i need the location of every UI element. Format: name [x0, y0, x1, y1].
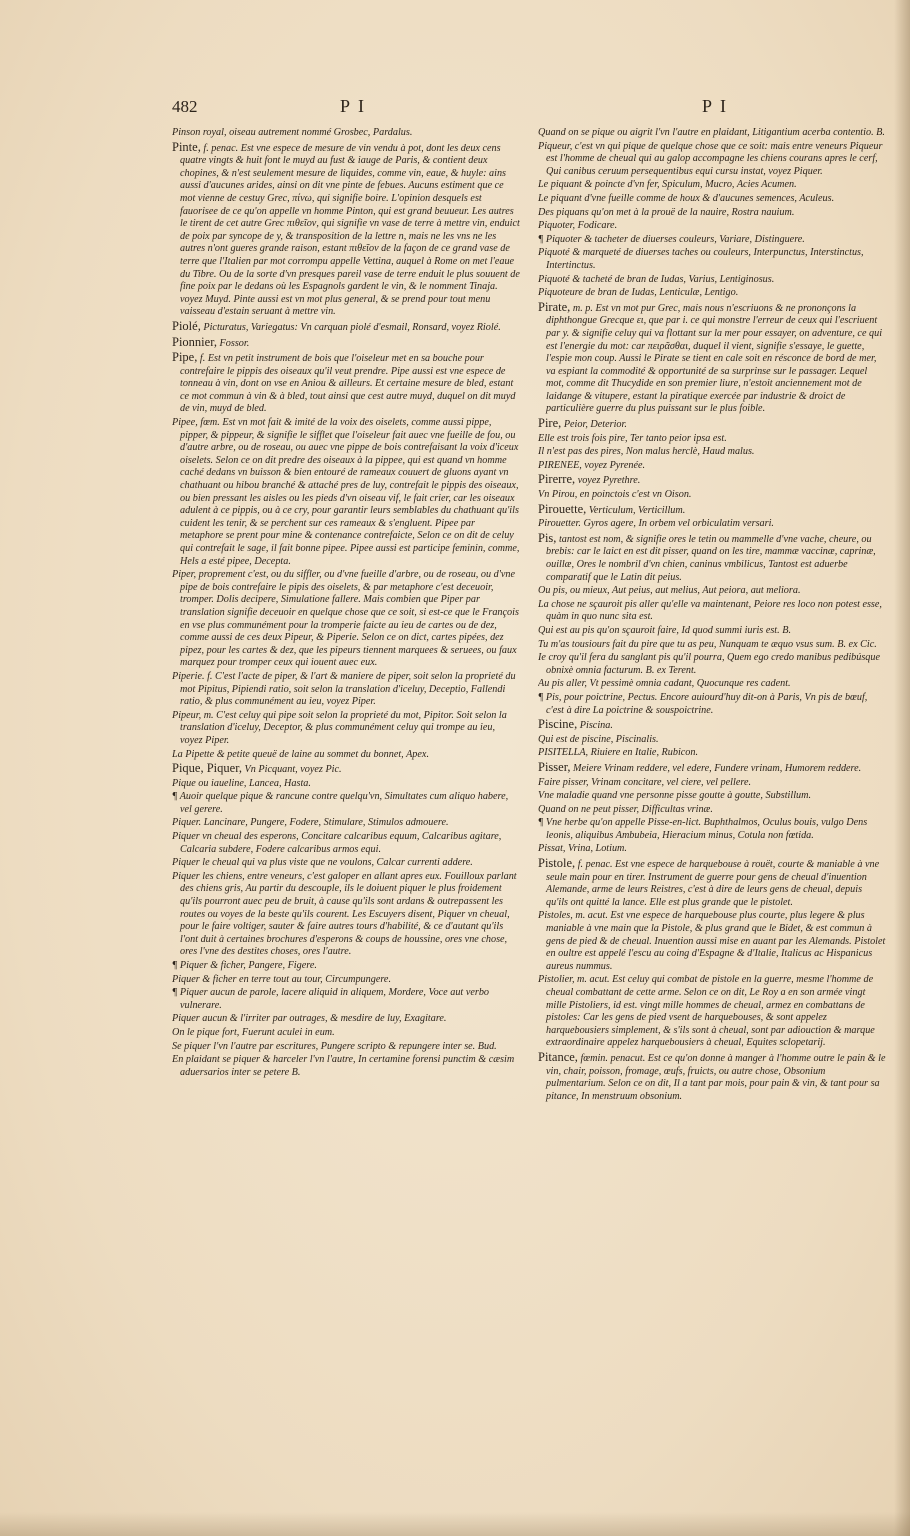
entry-text: ¶ Vne herbe qu'on appelle Pisse-en-lict. Buphthalmos, Oculus bouis, vulgo Dens leonis, aliquibus Ambubeia, Hieracium minus, Cotula non fœtida. [538, 817, 868, 841]
entry-text: Vne maladie quand vne personne pisse goutte à goutte, Substillum. [538, 790, 812, 802]
entry-text: Qui est de piscine, Piscinalis. [538, 733, 659, 745]
entry-headword: Piscine, [538, 717, 578, 732]
dictionary-entry [538, 220, 886, 233]
dictionary-entry [538, 473, 886, 488]
dictionary-entry [172, 417, 520, 568]
running-head-left: PI [340, 96, 373, 116]
dictionary-entry [172, 817, 520, 830]
entry-text: Piperie. f. C'est l'acte de piper, & l'art & maniere de piper, soit selon la proprieté du mot Pipitus, Pipiendi ratio, soit selon la translation d'iceluy, Deceptio, Fallendi ratio, & plus communément au ieu, voyez Piper. [172, 670, 516, 708]
dictionary-entry [172, 871, 520, 959]
entry-text: f. Est vn petit instrument de bois que l'oiseleur met en sa bouche pour contrefaire le pippis des oiseaux qu'il veut prendre. Pipe aussi est vne espece de tonneau à vin, dont on vse en Aniou & ailleurs. Et certaine mesure de bled, estant ce mot commun à vin & à bled, tout ainsi que cest autre muyd, duquel on dit muyd de vin, muyd de bled. [180, 353, 516, 415]
dictionary-entry [172, 749, 520, 762]
entry-text: Faire pisser, Vrinam concitare, vel ciere, vel pellere. [538, 776, 752, 788]
left-column [172, 127, 520, 1355]
entry-text: Le piquant d'vne fueille comme de houx & d'aucunes semences, Aculeus. [538, 192, 835, 204]
page-bottom-shadow [0, 1512, 910, 1536]
entry-text: Piqueur, c'est vn qui pique de quelque chose que ce soit: mais entre veneurs Piqueur est l'homme de cheual qui au galop accompagne les chiens courans apres le cerf, Qui canibus ceruum persequentibus equi cursu instat, voyez Piquer. [538, 140, 883, 177]
dictionary-entry [538, 446, 886, 459]
entry-text: voyez Pyrethre. [577, 475, 641, 487]
dictionary-entry [172, 762, 520, 777]
dictionary-entry [538, 761, 886, 776]
entry-text: En plaidant se piquer & harceler l'vn l'autre, In certamine forensi punctim & cæsim aduersarios inter se petere B. [172, 1054, 515, 1078]
right-column [538, 127, 886, 1387]
dictionary-entry [538, 639, 886, 652]
dictionary-entry [538, 777, 886, 790]
dictionary-entry [538, 234, 886, 247]
entry-text: Des piquans qu'on met à la prouë de la nauire, Rostra nauium. [538, 206, 795, 218]
entry-text: Piquer & ficher en terre tout au tour, Circumpungere. [172, 973, 391, 985]
entry-text: Piscina. [579, 720, 613, 732]
dictionary-entry [538, 301, 886, 416]
entry-text: Piquoteure de bran de Iudas, Lenticulæ, Lentigo. [538, 287, 739, 299]
entry-text: Vn Pirou, en poinctois c'est vn Oison. [538, 489, 692, 501]
entry-headword: Piolé, [172, 318, 201, 333]
dictionary-entry [538, 287, 886, 300]
page-number: 482 [172, 97, 198, 116]
entry-headword: Pirate, [538, 299, 571, 314]
entry-text: Il n'est pas des pires, Non malus herclè, Haud malus. [538, 446, 755, 458]
dictionary-entry [538, 532, 886, 584]
dictionary-entry [538, 417, 886, 432]
dictionary-entry [538, 734, 886, 747]
dictionary-entry [538, 678, 886, 691]
dictionary-entry [538, 518, 886, 531]
entry-text: Picturatus, Variegatus: Vn carquan piolé d'esmail, Ronsard, voyez Riolé. [203, 321, 501, 333]
entry-text: Vn Picquant, voyez Pic. [244, 764, 342, 776]
dictionary-entry [538, 207, 886, 220]
dictionary-entry [172, 960, 520, 973]
dictionary-entry [538, 599, 886, 624]
entry-text: Pistolier, m. acut. Est celuy qui combat de pistole en la guerre, mesme l'homme de cheual combattant de cette arme. Selon ce on dit, Le Roy a en son armée vingt mille Pistoliers, id est. vingt mille hommes de cheual, armez en combattans de pistoles: Car les gens de pied vsent de harquebouses, & sont appelez harquebousiers simplement, & s'ils sont à cheual, sont par adiouction & marque extraordinaire appelez harquebousiers à cheual, Equites sclopetarij. [538, 974, 875, 1049]
entry-text: Piquoté & marqueté de diuerses taches ou couleurs, Interpunctus, Interstinctus, Intertinctus. [538, 247, 864, 271]
entry-text: Se piquer l'vn l'autre par escritures, Pungere scripto & repungere inter se. Bud. [172, 1040, 497, 1052]
entry-text: Piquer le cheual qui va plus viste que ne voulons, Calcar currenti addere. [172, 857, 473, 869]
entry-headword: Pitance, [538, 1049, 578, 1064]
entry-text: Pissat, Vrina, Lotium. [538, 843, 627, 855]
entry-text: Pique ou iaueline, Lancea, Hasta. [172, 777, 311, 789]
entry-text: Fossor. [219, 337, 250, 349]
page-header [172, 97, 742, 127]
entry-text: ¶ Piquoter & tacheter de diuerses couleurs, Variare, Distinguere. [538, 233, 805, 245]
dictionary-entry [538, 127, 886, 140]
dictionary-entry [538, 790, 886, 803]
dictionary-entry [172, 710, 520, 748]
entry-text: Ie croy qu'il fera du sanglant pis qu'il pourra, Quem ego credo manibus pedibúsque obnixè omnia facturum. B. ex Terent. [538, 652, 881, 676]
dictionary-entry [172, 1041, 520, 1054]
dictionary-entry [172, 351, 520, 416]
entry-text: Pinson royal, oiseau autrement nommé Grosbec, Pardalus. [172, 127, 413, 138]
dictionary-entry [538, 652, 886, 677]
dictionary-entry [172, 320, 520, 335]
entry-headword: Pistole, [538, 856, 576, 871]
entry-text: La Pipette & petite queuë de laine au sommet du bonnet, Apex. [172, 748, 429, 760]
dictionary-entry [538, 274, 886, 287]
entry-text: Ou pis, ou mieux, Aut peius, aut melius, Aut peiora, aut meliora. [538, 585, 801, 597]
entry-text: Piper, proprement c'est, ou du siffler, ou d'vne fueille d'arbre, ou de roseau, ou d'vne pipe de bois contrefaire le pipis des oiselets, & par metaphore c'est deceuoir, tromper. Dolis decipere, Simulatione fallere. Mais combien que Piper par translation signifie deceuoir en quelque chose que ce soit, si est-ce que le François en vse plus communément pour la tromperie faicte au ieu de cartes ou de dez, comme aussi de ces deux Pipeur, & Piperie. Selon ce on dict, cartes pipées, dez pipez, pour les cartes & dez, que les pipeurs tiennent marquees & seruees, ou faux marquez pour tromper ceux qui iouent auec eux. [172, 569, 519, 669]
dictionary-entry [538, 179, 886, 192]
dictionary-entry [538, 247, 886, 272]
dictionary-entry [538, 974, 886, 1050]
entry-headword: Pinte, [172, 139, 201, 154]
entry-text: Piquer. Lancinare, Pungere, Fodere, Stimulare, Stimulos admouere. [172, 817, 449, 829]
entry-text: Elle est trois fois pire, Ter tanto peior ipsa est. [538, 432, 727, 444]
dictionary-entry [538, 817, 886, 842]
entry-text: On le pique fort, Fuerunt aculei in eum. [172, 1026, 335, 1038]
entry-headword: Pirerre, [538, 472, 576, 487]
dictionary-entry [172, 987, 520, 1012]
dictionary-entry [172, 791, 520, 816]
entry-text: Au pis aller, Vt pessimè omnia cadant, Quocunque res cadent. [538, 678, 791, 690]
entry-headword: Pirouette, [538, 501, 587, 516]
entry-text: Piquer aucun & l'irriter par outrages, & mesdire de luy, Exagitare. [172, 1013, 447, 1025]
entry-text: f. penac. Est vne espece de harquebouse à rouët, courte & maniable à vne seule main pour en tirer. Instrument de guerre pour gens de cheual d'inuention Alemande, arme de leurs Reistres, c'est à dire de leurs gens de cheual, depuis qu'ils ont quitté la lance. Elle est plus grande que le pistolet. [546, 859, 880, 908]
entry-text: tantost est nom, & signifie ores le tetin ou mammelle d'vne vache, cheure, ou brebis: car le laict en est dit pisser, quand on les tire, mammæ vaccinæ, caprinæ, ouillæ, Ores le nombril d'vn chien, caninus vmbilicus, Tantost est aduerbe comparatif que le Latin dit peius. [546, 533, 876, 583]
dictionary-entry [538, 1051, 886, 1103]
dictionary-entry [538, 910, 886, 973]
dictionary-entry [172, 671, 520, 709]
entry-text: Qui est au pis qu'on sçauroit faire, Id quod summi iuris est. B. [538, 624, 791, 636]
dictionary-entry [538, 433, 886, 446]
dictionary-entry [538, 585, 886, 598]
entry-text: Verticulum, Verticillum. [588, 504, 686, 516]
entry-text: m. p. Est vn mot pur Grec, mais nous n'escriuons & ne prononçons la diphthongue Grecque ει, que par i. ce qui monstre l'erreur de ceux qui l'escriuent par y. & signifie celuy qui va flottant sur la mer pour essayer, on adventure, ce qui est l'energie du mot: car πειρᾶσθαι, duquel il vient, signifie s'essaye, le guette, l'espie mon coup. Aussi le Pirate se tient en cale soit en résconce de bord de mer, va espiant la commodité & opportunité de sa surprinse sur le passager. Lequel mot, comme dit Thucydide en son premier liure, n'estoit anciennement mot de laidange & vitupere, estant la piratique exercée par industrie & droict de particulière guerre du plus puissant sur le plus foible. [546, 302, 883, 415]
entry-headword: Pique, Piquer, [172, 761, 242, 776]
dictionary-entry [172, 857, 520, 870]
dictionary-entry [172, 778, 520, 791]
dictionary-entry [172, 1054, 520, 1079]
entry-text: PIRENEE, voyez Pyrenée. [538, 459, 646, 471]
dictionary-entry [538, 460, 886, 473]
entry-text: PISITELLA, Riuiere en Italie, Rubicon. [538, 747, 699, 759]
dictionary-entry [538, 718, 886, 733]
dictionary-entry [538, 503, 886, 518]
dictionary-entry [538, 747, 886, 760]
entry-text: Peior, Deterior. [563, 419, 627, 431]
entry-text: Pipee, fœm. Est vn mot fait & imité de la voix des oiselets, comme aussi pippe, pipper, & pippeur, & signifie le sifflet que l'oiseleur fait auec vne fueille de fou, ou d'autre arbre, ou de roseau, ou auec vne pippe de bois contrefaisant la voix d'iceux oiselets. Selon ce on dit predre des oiseaux à la pippee, qui est quand vn homme caché dedans vn buisson & bien entouré de rameaux couuert de gluons ayant vn chathuant ou hibou branché & attaché pres de luy, contrefait le pippis des oiseaux, ou bien pressant les aisles ou les pieds d'vn oiseau vif, le fait crier, car les oiseaux adulent à ce pippis, ou à ce cry, pour garantir leurs semblables du chathuant qu'ils cuident les tenir, & se perchent sur ces rameaux & s'engluent. Pipee par metaphore se prent pour mine & contenance contrefaicte, Selon ce on dit de celuy qui contrefait le sage, il fait bonne pipee. Pipee aussi est participe feminin, comme, Hels a esté pipee, Decepta. [172, 417, 520, 567]
entry-text: Pipeur, m. C'est celuy qui pipe soit selon la proprieté du mot, Pipitor. Soit selon la translation d'iceluy, Deceptor, & plus communément celuy qui trompe au ieu, voyez Piper. [172, 709, 507, 746]
entry-text: Quand on ne peut pisser, Difficultas vrinæ. [538, 803, 713, 815]
entry-text: Piquoter, Fodicare. [538, 220, 618, 232]
dictionary-entry [538, 804, 886, 817]
entry-text: Piquoté & tacheté de bran de Iudas, Varius, Lentiginosus. [538, 273, 775, 285]
dictionary-entry [172, 974, 520, 987]
entry-text: Piquer les chiens, entre veneurs, c'est galoper en allant apres eux. Fouilloux parlant des chiens gris, Au partir du descouple, ils le doiuent piquer le plus froidement qu'ils pourront auec peu de bruit, à cause qu'ils sont ardans & outrepassent les routes ou voyes de la beste qu'ils courent. Les Escuyers disent, Piquer vn cheual, pour le faire voltiger, sauter & faire autres tours d'habilité, & ce d'autant qu'ils l'ont duit à certaines brochures d'esperons & coups de houssine, ores vne chose, ores l'vne des destites choses, ores l'autre. [172, 870, 517, 958]
dictionary-entry [538, 692, 886, 717]
entry-text: Pirouetter. Gyros agere, In orbem vel orbiculatim versari. [538, 518, 774, 530]
dictionary-entry [538, 857, 886, 909]
entry-text: fœmin. penacut. Est ce qu'on donne à manger à l'homme outre le pain & le vin, chair, poisson, fromage, œufs, fruicts, ou autre chose, Obsonium pulmentarium. Selon ce on dit, Il a tant par mois, pour pain & vin, & tant pour sa pitance, In menstruum obsonium. [546, 1052, 886, 1102]
entry-headword: Pionnier, [172, 334, 217, 349]
entry-headword: Pipe, [172, 350, 198, 365]
dictionary-entry [172, 336, 520, 351]
dictionary-entry [172, 1027, 520, 1040]
entry-text: ¶ Pis, pour poictrine, Pectus. Encore auiourd'huy dit-on à Paris, Vn pis de bœuf, c'est à dire La poictrine & souspoictrine. [538, 691, 868, 716]
entry-text: ¶ Auoir quelque pique & rancune contre quelqu'vn, Simultates cum aliquo habere, vel gerere. [172, 791, 509, 815]
entry-text: Tu m'as tousiours fait du pire que tu as peu, Nunquam te æquo vsus sum. B. ex Cic. [538, 638, 877, 650]
dictionary-entry [172, 1013, 520, 1026]
entry-headword: Pire, [538, 416, 562, 431]
entry-text: f. penac. Est vne espece de mesure de vin vendu à pot, dont les deux cens quatre vingts & huit font le muyd au fust & iauge de Paris, & contient deux chopines, & n'est seulement mesure de liquides, comme vin, eaue, & huyle: ains aussi d'aucunes arides, ainsi on dit vne pinte de febues. Aucuns estiment que ce mot vienne de cestuy Grec, πίνω, qui signifie boire. L'opinion desquels est fauorisee de ce qu'on appelle vn homme Pinton, qui est grand beuueur. Les autres le tirent de cet autre Grec πιθεῖον, qui signifie vn vase de terre à mettre vin, enduict de poix par syncope de y, & transposition de la lettre n, mais ne les vns ne les autres n'ont gueres grande raison, estant πιθεῖον de la façon de ce grand vase de terre que l'Italien par mot corrompu appelle Vettina, auquel à Rome on met l'eaue du Tibre. Ou de la sorte d'vn presques pareil vase de terre enduit le plus souuent de fine poix par le dedans où les Espagnols gardent le vin, & le nomment Tinaja. voyez Muyd. Pinte aussi est vn mot plus general, & se prend pour tout menu vaisseau d'estain seruant à mettre vin. [180, 142, 520, 318]
dictionary-entry [172, 831, 520, 856]
dictionary-entry [172, 141, 520, 319]
entry-text: Le piquant & poincte d'vn fer, Spiculum, Mucro, Acies Acumen. [538, 179, 797, 191]
dictionary-entry [538, 141, 886, 179]
entry-text: La chose ne sçauroit pis aller qu'elle va maintenant, Peiore res loco non potest esse, quàm in quo nunc sita est. [538, 598, 882, 623]
dictionary-entry [538, 625, 886, 638]
entry-text: Quand on se pique ou aigrit l'vn l'autre en plaidant, Litigantium acerba contentio. B. [538, 127, 885, 138]
dictionary-entry [538, 193, 886, 206]
entry-text: Meiere Vrinam reddere, vel edere, Fundere vrinam, Humorem reddere. [573, 762, 862, 774]
entry-text: ¶ Piquer & ficher, Pangere, Figere. [172, 960, 317, 971]
dictionary-entry [538, 843, 886, 856]
entry-headword: Pisser, [538, 759, 571, 774]
dictionary-entry [538, 489, 886, 502]
entry-headword: Pis, [538, 530, 557, 545]
entry-text: Pistoles, m. acut. Est vne espece de harquebouse plus courte, plus legere & plus maniable à vne main que la Pistole, & plus grand que le Bidet, & est commun à gens de pied & de cheual. Inuention aussi mise en auant par les Alemands. Pistolet en oultre est appelé l'escu au coing d'Espagne & d'Italie, Italicus ac Hispanicus aureus nummus. [538, 910, 886, 972]
entry-text: Piquer vn cheual des esperons, Concitare calcaribus equum, Calcaribus agitare, Calcaria subdere, Fodere calcaribus armos equi. [172, 831, 502, 855]
dictionary-entry [172, 127, 520, 140]
entry-text: ¶ Piquer aucun de parole, lacere aliquid in aliquem, Mordere, Voce aut verbo vulnerare. [172, 987, 490, 1011]
page-edge-shadow [894, 0, 910, 1536]
dictionary-entry [172, 569, 520, 670]
running-head-right: PI [702, 96, 735, 116]
